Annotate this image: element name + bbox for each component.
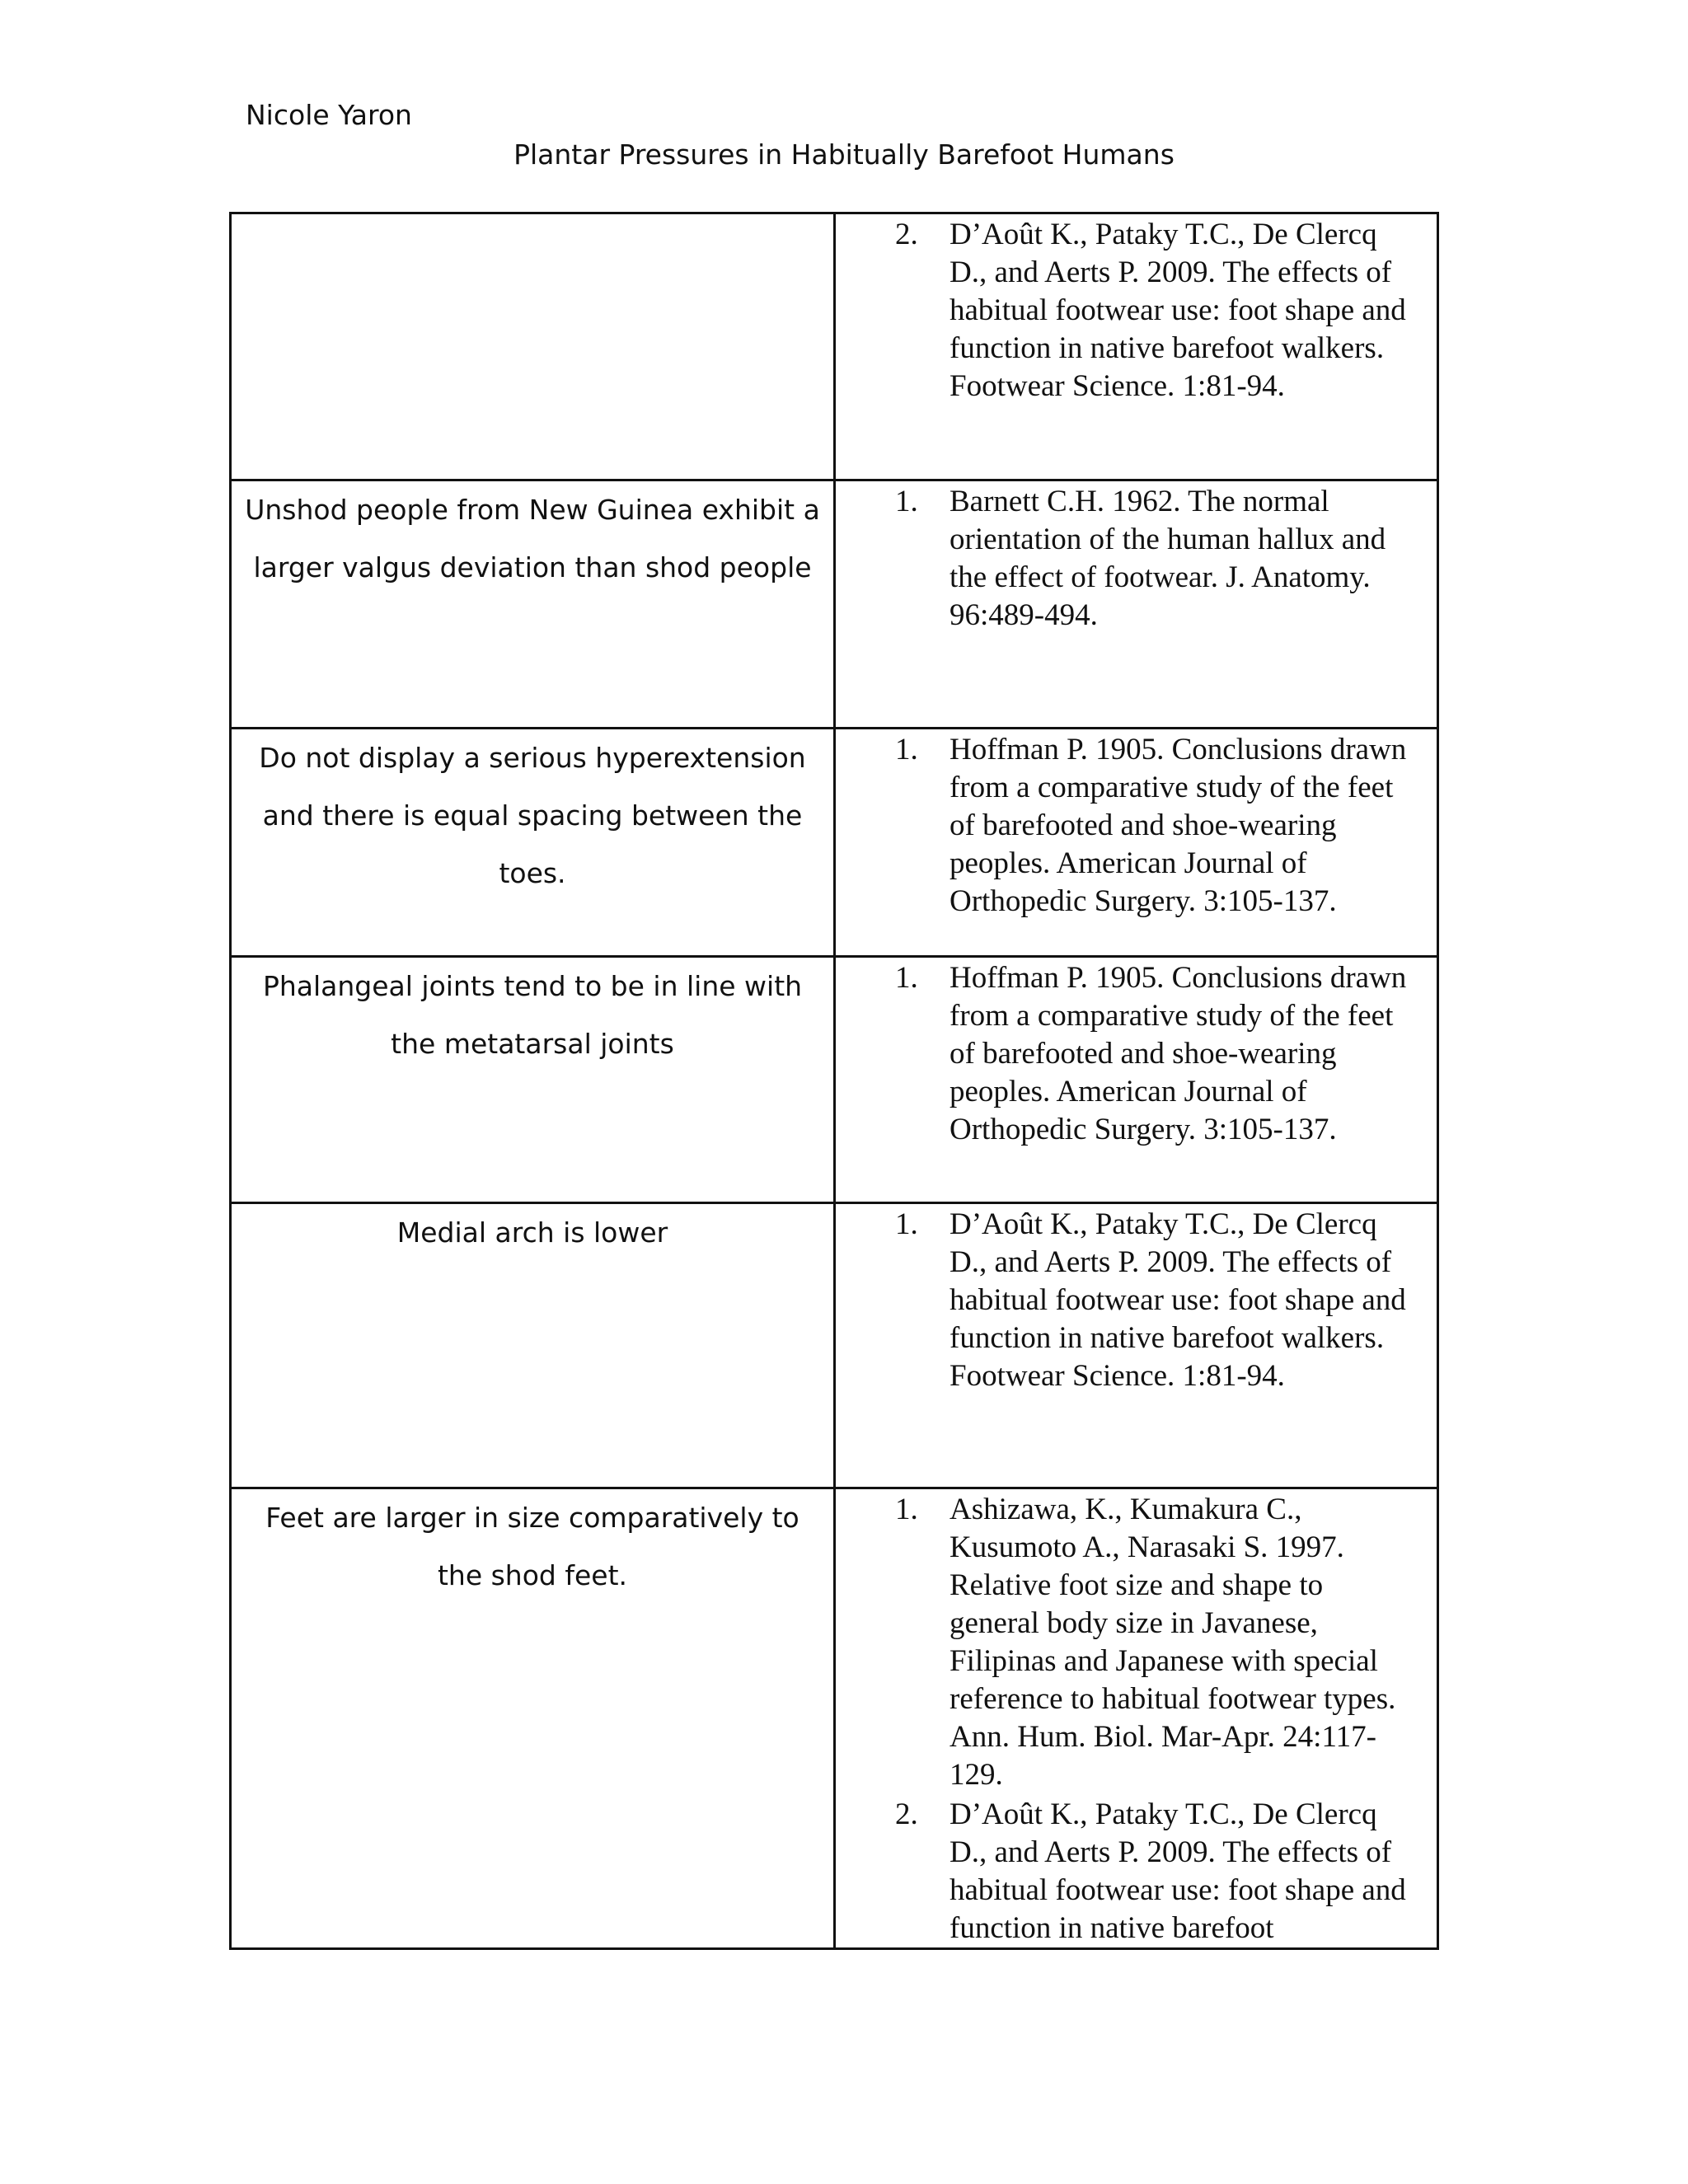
claim-cell: Feet are larger in size comparatively to the shod feet. (231, 1488, 835, 1949)
reference-list (836, 1489, 1420, 1947)
reference-list (836, 481, 1420, 635)
reference-text: Hoffman P. 1905. Conclusions drawn from a comparative study of the feet of barefooted and shoe-wearing peoples. American Journal of Orthopedic Surgery. 3:105-137. (950, 733, 1407, 918)
table-row (231, 480, 1438, 729)
reference-text: Hoffman P. 1905. Conclusions drawn from a comparative study of the feet of barefooted and shoe-wearing peoples. American Journal of Orthopedic Surgery. 3:105-137. (950, 961, 1407, 1146)
reference-cell (835, 1203, 1438, 1488)
reference-cell (835, 480, 1438, 729)
reference-list (836, 958, 1420, 1149)
claim-cell: Medial arch is lower (231, 1203, 835, 1488)
reference-text: Ashizawa, K., Kumakura C., Kusumoto A., Narasaki S. 1997. Relative foot size and shape to general body size in Javanese, Filipinas and Japanese with special reference to habitual footwear types. Ann. Hum. Biol. Mar-Apr. 24:117-129. (950, 1493, 1396, 1792)
reference-item (836, 1794, 1420, 1947)
reference-number: 1. (895, 1493, 918, 1526)
claims-references-table (229, 212, 1439, 1950)
reference-text: Barnett C.H. 1962. The normal orientation of the human hallux and the effect of footwear. J. Anatomy. 96:489-494. (950, 485, 1386, 632)
reference-cell (835, 1488, 1438, 1949)
table-row (231, 957, 1438, 1203)
reference-number: 2. (895, 1797, 918, 1831)
table-row (231, 213, 1438, 480)
reference-item (836, 729, 1420, 921)
claim-cell: Do not display a serious hyperextension and there is equal spacing between the toes. (231, 729, 835, 957)
reference-cell (835, 729, 1438, 957)
reference-number: 1. (895, 733, 918, 766)
reference-item (836, 1204, 1420, 1395)
reference-text: D’Août K., Pataky T.C., De Clercq D., and Aerts P. 2009. The effects of habitual footwear use: foot shape and function in native barefoot walkers. Footwear Science. 1:81-94. (950, 218, 1406, 403)
table-row (231, 729, 1438, 957)
reference-item (836, 958, 1420, 1149)
reference-item (836, 481, 1420, 635)
reference-number: 1. (895, 1207, 918, 1241)
reference-number: 2. (895, 218, 918, 251)
document-title: Plantar Pressures in Habitually Barefoot Humans (513, 138, 1175, 171)
reference-list (836, 214, 1420, 405)
reference-text: D’Août K., Pataky T.C., De Clercq D., and Aerts P. 2009. The effects of habitual footwear use: foot shape and function in native barefoot walkers. Footwear Science. 1:81-94. (950, 1207, 1406, 1393)
claim-cell (231, 213, 835, 480)
author-name: Nicole Yaron (246, 99, 412, 131)
reference-list (836, 729, 1420, 921)
reference-number: 1. (895, 961, 918, 995)
reference-list (836, 1204, 1420, 1395)
reference-item (836, 1489, 1420, 1794)
table-row (231, 1488, 1438, 1949)
table-row (231, 1203, 1438, 1488)
claim-cell: Unshod people from New Guinea exhibit a larger valgus deviation than shod people (231, 480, 835, 729)
reference-cell (835, 957, 1438, 1203)
claim-cell: Phalangeal joints tend to be in line with the metatarsal joints (231, 957, 835, 1203)
reference-number: 1. (895, 485, 918, 518)
reference-text: D’Août K., Pataky T.C., De Clercq D., and Aerts P. 2009. The effects of habitual footwear use: foot shape and function in native barefoot (950, 1797, 1406, 1945)
reference-cell (835, 213, 1438, 480)
reference-item (836, 214, 1420, 405)
